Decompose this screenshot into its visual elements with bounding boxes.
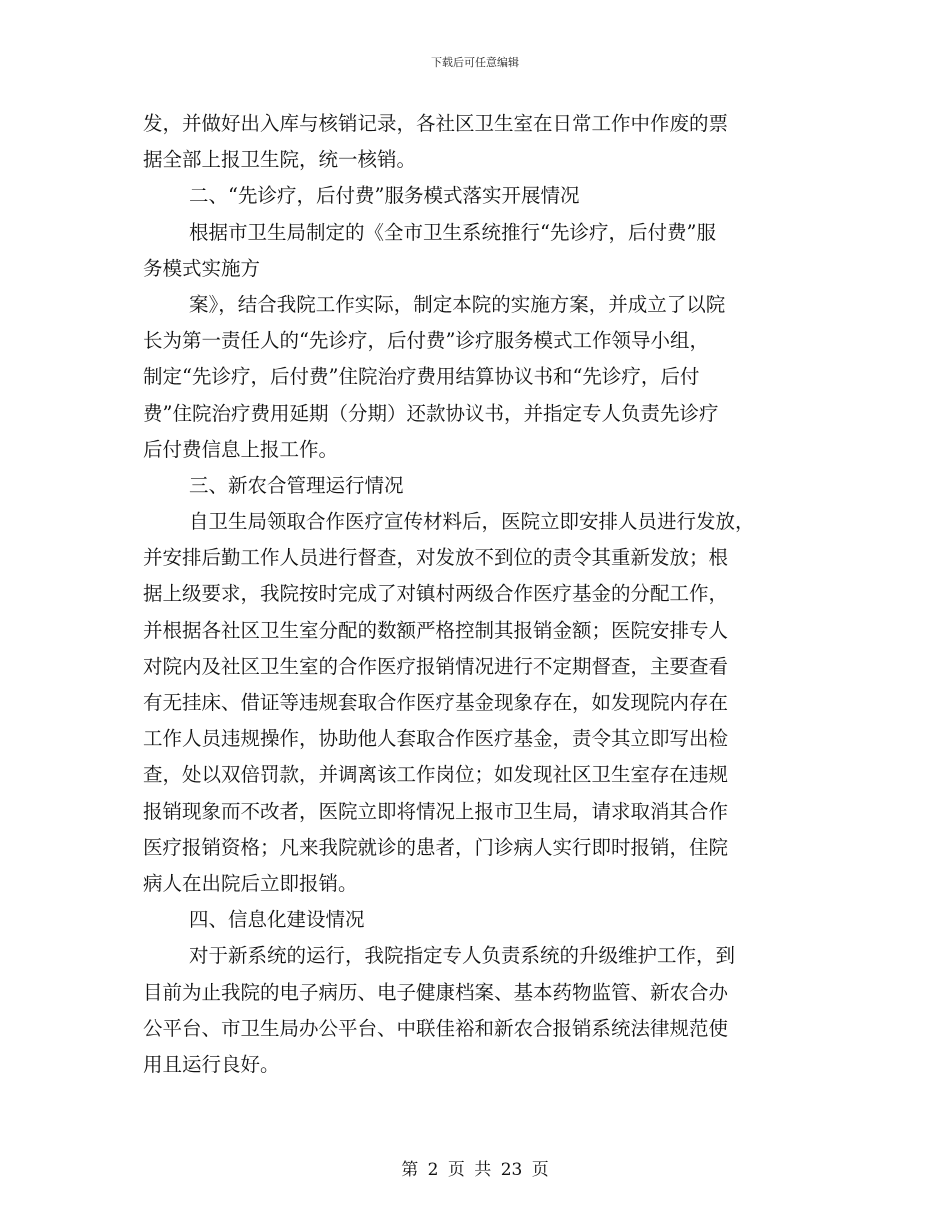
body-line: 并安排后勤工作人员进行督查，对发放不到位的责令其重新发放；根 (143, 546, 729, 570)
body-line: 医疗报销资格；凡来我院就诊的患者，门诊病人实行即时报销，住院 (143, 835, 729, 859)
body-line: 根据市卫生局制定的《全市卫生系统推行“先诊疗，后付费”服 (189, 220, 716, 244)
document-body (143, 106, 808, 1083)
body-line: 对于新系统的运行，我院指定专人负责系统的升级维护工作，到 (189, 944, 736, 968)
body-line: 据上级要求，我院按时完成了对镇村两级合作医疗基金的分配工作， (143, 582, 729, 606)
body-line: 自卫生局领取合作医疗宣传材料后，医院立即安排人员进行发放， (189, 510, 755, 534)
body-line: 长为第一责任人的“先诊疗，后付费”诊疗服务模式工作领导小组， (143, 329, 709, 353)
body-line: 查，处以双倍罚款，并调离该工作岗位；如发现社区卫生室存在违规 (143, 763, 729, 787)
body-line: 工作人员违规操作，协助他人套取合作医疗基金，责令其立即写出检 (143, 727, 729, 751)
section-heading: 三、新农合管理运行情况 (189, 473, 404, 497)
body-line: 报销现象而不改者，医院立即将情况上报市卫生局，请求取消其合作 (143, 799, 729, 823)
page-header: 下载后可任意编辑 (431, 56, 519, 69)
body-line: 公平台、市卫生局办公平台、中联佳裕和新农合报销系统法律规范使 (143, 1016, 729, 1040)
page-number-footer: 第 2 页 共 23 页 (401, 1160, 549, 1180)
body-line: 费”住院治疗费用延期（分期）还款协议书，并指定专人负责先诊疗 (143, 401, 719, 425)
body-line: 后付费信息上报工作。 (143, 437, 339, 461)
section-heading: 二、“先诊疗，后付费”服务模式落实开展情况 (189, 184, 580, 208)
body-line: 有无挂床、借证等违规套取合作医疗基金现象存在，如发现院内存在 (143, 691, 729, 714)
body-line: 发，并做好出入库与核销记录，各社区卫生室在日常工作中作废的票 (143, 112, 729, 135)
body-line: 制定“先诊疗，后付费”住院治疗费用结算协议书和“先诊疗，后付 (143, 365, 700, 389)
body-line: 据全部上报卫生院，统一核销。 (143, 148, 417, 172)
body-line: 用且运行良好。 (143, 1052, 280, 1076)
body-line: 对院内及社区卫生室的合作医疗报销情况进行不定期督查，主要查看 (143, 654, 729, 678)
section-heading: 四、信息化建设情况 (189, 908, 365, 932)
body-line: 并根据各社区卫生室分配的数额严格控制其报销金额；医院安排专人 (143, 618, 729, 642)
body-line: 目前为止我院的电子病历、电子健康档案、基本药物监管、新农合办 (143, 980, 729, 1004)
body-line: 病人在出院后立即报销。 (143, 871, 358, 895)
body-line: 务模式实施方 (143, 256, 261, 280)
body-line: 案》，结合我院工作实际，制定本院的实施方案，并成立了以院 (189, 292, 726, 316)
